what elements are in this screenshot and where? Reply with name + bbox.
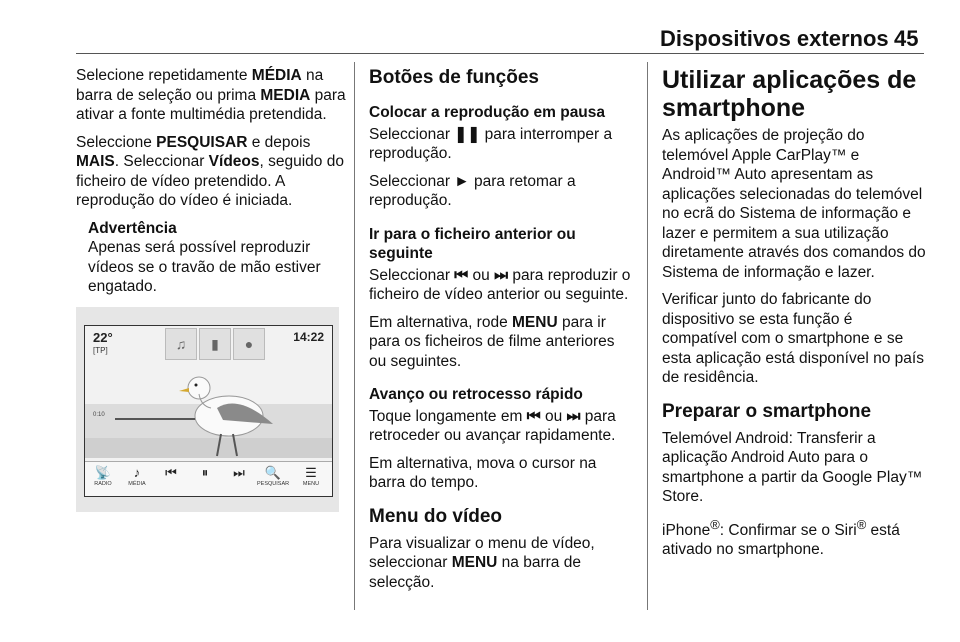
page-header-title: Dispositivos externos: [660, 26, 889, 51]
clock: 14:22: [293, 330, 324, 344]
pause-icon: ⏸: [201, 465, 209, 480]
pause-icon: ❚❚: [454, 125, 481, 143]
subheading-pause: Colocar a reprodução em pausa: [369, 104, 606, 121]
section-heading-function-buttons: Botões de funções: [369, 67, 539, 88]
warning-note: [76, 219, 346, 297]
column-1: [76, 66, 346, 297]
skip-forward-icon: ⏭: [494, 266, 509, 284]
column-divider-2: [647, 62, 648, 610]
usb-icon[interactable]: ▮: [199, 328, 231, 360]
search-icon: 🔍: [264, 465, 282, 480]
page-number: 45: [894, 26, 919, 51]
search-button[interactable]: 🔍 PESQUISAR: [257, 465, 290, 487]
paragraph-previous-next: Seleccionar ⏮ ou ⏭ para reproduzir o ficheiro de vídeo anterior ou seguinte.: [369, 266, 631, 303]
radio-icon: 📡: [94, 465, 112, 480]
paragraph-search-videos: Seleccione PESQUISAR e depois MAIS. Seleccionar Vídeos, seguido do ficheiro de vídeo pretendido. A reprodução do vídeo é iniciada.: [76, 133, 344, 209]
section-heading-prepare-smartphone: Preparar o smartphone: [662, 400, 872, 422]
tp-indicator: [TP]: [93, 346, 108, 355]
column-3: [662, 66, 926, 568]
infotainment-screen-illustration: [76, 307, 339, 512]
previous-button[interactable]: [155, 465, 187, 481]
section-heading-video-menu: Menu do vídeo: [369, 505, 502, 527]
paragraph-resume: Seleccionar ► para retomar a reprodução.: [369, 172, 576, 209]
column-divider-1: [354, 62, 355, 610]
temperature: 22°: [93, 330, 113, 345]
skip-forward-icon: ⏭: [566, 407, 581, 425]
subheading-previous-next: Ir para o ficheiro anterior ou seguinte: [369, 225, 576, 262]
status-bar: [85, 326, 332, 366]
paragraph-select-media: Selecione repetidamente MÉDIA na barra de seleção ou prima MEDIA para ativar a fonte multimédia pretendida.: [76, 67, 346, 123]
header-rule: [76, 53, 924, 54]
music-icon: ♪: [133, 465, 141, 480]
menu-button[interactable]: ☰ MENU: [295, 465, 327, 487]
progress-bar[interactable]: [115, 418, 195, 420]
paragraph-rotate-menu: Em alternativa, rode MENU para ir para os ficheiros de filme anteriores ou seguintes.: [369, 313, 615, 370]
seagull-image: [177, 364, 287, 460]
progress-time: 0:10: [93, 412, 105, 418]
warning-title: Advertência: [88, 219, 177, 237]
paragraph-long-press: Toque longamente em ⏮ ou ⏭ para retroceder ou avançar rapidamente.: [369, 407, 616, 444]
skip-back-icon: ⏮: [165, 465, 177, 480]
section-heading-smartphone-apps: Utilizar aplicações de smartphone: [662, 66, 917, 122]
paragraph-compatibility: Verificar junto do fabricante do dispositivo se esta função é compatível com o smartphone e se esta aplicação está disponível no país de residência.: [662, 291, 924, 386]
subheading-fast-forward: Avanço ou retrocesso rápido: [369, 386, 583, 403]
paragraph-pause: Seleccionar ❚❚ para interromper a reprodução.: [369, 125, 613, 162]
radio-button[interactable]: 📡 RADIO: [87, 465, 119, 487]
skip-forward-icon: ⏭: [233, 465, 245, 480]
skip-back-icon: ⏮: [454, 266, 469, 284]
music-note-icon[interactable]: ♫: [165, 328, 197, 360]
pause-button[interactable]: [189, 465, 221, 481]
warning-text: Apenas será possível reproduzir vídeos se o travão de mão estiver engatado.: [88, 239, 321, 295]
play-icon: ►: [454, 172, 470, 190]
paragraph-android: Telemóvel Android: Transferir a aplicação Android Auto para o smartphone a partir da Google Play™ Store.: [662, 429, 923, 505]
next-button[interactable]: [223, 465, 255, 481]
menu-icon: ☰: [305, 465, 317, 480]
column-2: [369, 66, 635, 600]
screen-display: [84, 325, 333, 497]
paragraph-cursor: Em alternativa, mova o cursor na barra do tempo.: [369, 454, 597, 491]
disc-icon[interactable]: ●: [233, 328, 265, 360]
skip-back-icon: ⏮: [526, 407, 541, 425]
media-button[interactable]: ♪ MÉDIA: [121, 465, 153, 487]
selection-bar: [85, 461, 332, 496]
paragraph-projection: As aplicações de projeção do telemóvel Apple CarPlay™ e Android™ Auto apresentam as aplicações selecionadas do telemóvel no ecrã do Sistema de informação e lazer e permitem a sua utilização diretamente através dos comandos do Sistema de informação e lazer.: [662, 127, 926, 281]
paragraph-iphone: iPhone®: Confirmar se o Siri® está ativado no smartphone.: [662, 516, 900, 559]
paragraph-video-menu: Para visualizar o menu de vídeo, seleccionar MENU na barra de selecção.: [369, 534, 595, 591]
